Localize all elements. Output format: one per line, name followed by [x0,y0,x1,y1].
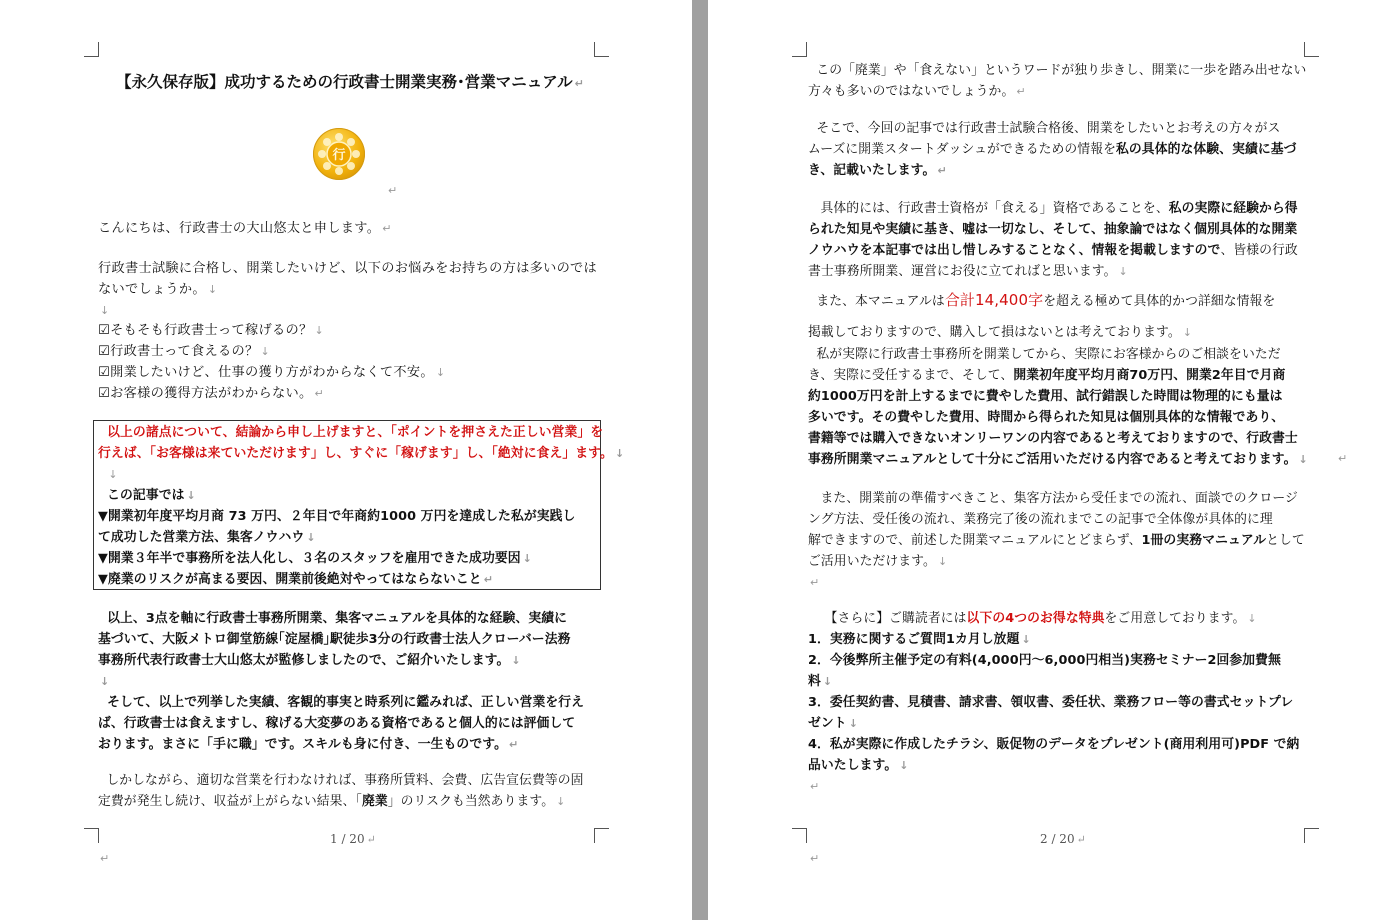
paragraph-1: この「廃業」や「食えない」というワードが独り歩きし、開業に一歩を踏み出せない 方々も多いのではないでしょうか。 ↵ [808,63,1307,99]
crop-mark-bottom-left [792,828,807,843]
paragraph-7: また、開業前の準備すべきこと、集客方法から受任までの流れ、面談でのクロージ ング方法、受任後の流れ、業務完了後の流れまでこの記事で全体像が具体的に理 解できますので、前述した開業マニュアルにとどまらず、1冊の実務マニュアルとして ご活用いただけます。 ↓ ↵ [808,491,1305,589]
conclusion-text: 以上の諸点について、結論から申し上げますと、「ポイントを押さえた正しい営業」を [107,425,604,440]
point-item: ▼開業３年半で事務所を法人化し、３名のスタッフを雇用できた成功要因 ↓ [98,551,532,566]
crop-mark-top-left [84,42,99,57]
bonus-item: 2．今後弊所主催予定の有料(4,000円〜6,000円相当)実務セミナー2回参加費無 [808,653,1281,668]
conclusion-text: 行えば、「お客様は来ていただけます」し、すぐに「稼げます」し、「絶対に食え」ます。 ↓ [98,446,625,461]
page-number: 2 / 20 ↵ [1040,832,1086,846]
document-title: 【永久保存版】成功するための行政書士開業実務･営業マニュアル ↵ [116,73,584,91]
point-item: ▼廃業のリスクが高まる要因、開業前後絶対やってはならないこと ↵ [98,572,494,587]
char-count-highlight: 合計14,400字 [944,291,1044,309]
paragraph-6: 私が実際に行政書士事務所を開業してから、実際にお客様からのご相談をいただ き、実際に受任するまで、そして、開業初年度平均月商70万円、開業2年目で月商 約1000万円を計上するまでに費やした費用、試行錯誤した時間は物理的にも量は 多いです。その費やした費用、時間から得られた知見は個別具体的な情報であり、 書籍等では購入できないオンリーワンの内容であると考えておりますので、行政書士 事務所開業マニュアルとして十分にご活用いただける内容であると考えております。 ↓ [808,347,1308,467]
intro-paragraph: こんにちは、行政書士の大山悠太と申します。 ↵ [98,221,392,236]
checklist [98,320,445,404]
bonus-item: 3．委任契約書、見積書、請求書、領収書、委任状、業務フロー等の書式セットプレ [808,695,1294,710]
crop-mark-bottom-right [1304,828,1319,843]
document-page-1 [0,0,692,920]
checklist-item: ☑そもそも行政書士って稼げるの？ ↓ [98,323,324,338]
paragraph-2: そこで、今回の記事では行政書士試験合格後、開業をしたいとお考えの方々がス ムーズに開業スタートダッシュができるための情報を私の具体的な体験、実績に基づ き、記載いたします。 ↵ [808,121,1297,178]
supervision-paragraph: 以上、3点を軸に行政書士事務所開業、集客マニュアルを具体的な経験、実績に 基づいて、大阪メトロ御堂筋線｢淀屋橋｣駅徒歩3分の行政書士法人クローバー法務 事務所代表行政書士大山悠太が監修しましたので、ご紹介いたします。 ↓ ↓ [98,611,571,688]
page-number: 1 / 20 ↵ [330,832,376,846]
summary-box-content: 以上の諸点について、結論から申し上げますと、「ポイントを押さえた正しい営業」を 行えば、「お客様は来ていただけます」し、すぐに「稼げます」し、「絶対に食え」ます。 ↓ ↓ この記事では ↓ ▼開業初年度平均月商 73 万円、２年目で年商約1000 万円を達成した私が実践し て成功した営業方法、集客ノウハウ ↓ ▼開業３年半で事務所を法人化し、３名のスタッフを雇用できた成功要因 ↓ ▼廃業のリスクが高まる要因、開業前後絶対やってはならないこと ↵ [98,422,624,590]
bonus-item: 4．私が実際に作成したチラシ、販促物のデータをプレゼント(商用利用可)PDF で納 [808,737,1300,752]
checklist-item: ☑開業したいけど、仕事の獲り方がわからなくて不安。 ↓ [98,365,446,380]
checklist-item: ☑行政書士って食えるの？ ↓ [98,344,271,359]
paragraph-3: 具体的には、行政書士資格が「食える」資格であることを、私の実際に経験から得 られた知見や実績に基き、嘘は一切なし、そして、抽象論ではなく個別具体的な開業 ノウハウを本記事では出し惜しみすることなく、情報を掲載しますので、皆様の行政 書士事務所開業、運営にお役に立てればと思います。 ↓ [808,201,1298,279]
risk-paragraph: しかしながら、適切な営業を行わなければ、事務所賃料、会費、広告宣伝費等の固 定費が発生し続け、収益が上がらない結果、「廃業」のリスクも当然あります。 ↓ [98,773,584,809]
question-paragraph: 行政書士試験に合格し、開業したいけど、以下のお悩みをお持ちの方は多いのでは ないでしょうか。 ↓ ↓ [98,261,598,317]
gold-seal-icon [313,128,365,180]
evaluation-paragraph: そして、以上で列挙した実績、客観的事実と時系列に鑑みれば、正しい営業を行え ば、行政書士は食えますし、稼げる大変夢のある資格であると個人的には評価して おります。まさに「手に職」です。スキルも身に付き、一生ものです。 ↵ [98,695,585,752]
bonus-item: ゼント ↓ [808,716,859,731]
crop-mark-top-right [1304,42,1319,57]
paragraph-mark: ↵ [1338,452,1348,465]
paragraph-5: 掲載しておりますので、購入して損はないとは考えております。 ↓ [808,325,1193,340]
bonus-section: 【さらに】ご購読者には以下の4つのお得な特典をご用意しております。 ↓ 1．実務に関するご質問1カ月し放題 ↓ 2．今後弊所主催予定の有料(4,000円〜6,000円相当)実務セミナー2回参加費無 料 ↓ 3．委任契約書、見積書、請求書、領収書、委任状、業務フロー等の書式セットプレ ゼント ↓ 4．私が実際に作成したチラシ、販促物のデータをプレゼント(商用利用可)PDF で納 品いたします。 ↓ ↵ [808,611,1300,793]
paragraph-mark: ↵ [810,852,820,865]
paragraph-4: また、本マニュアルは合計14,400字を超える極めて具体的かつ詳細な情報を [816,291,1276,309]
bonus-item: 1．実務に関するご質問1カ月し放題 ↓ [808,632,1031,647]
point-item: て成功した営業方法、集客ノウハウ ↓ [98,530,316,545]
paragraph-mark: ↵ [100,852,110,865]
checklist-item: ☑お客様の獲得方法がわからない。 ↵ [98,386,324,401]
document-page-2 [708,0,1400,920]
crop-mark-bottom-right [594,828,609,843]
bonus-item: 料 ↓ [808,674,833,689]
crop-mark-bottom-left [84,828,99,843]
crop-mark-top-left [792,42,807,57]
crop-mark-top-right [594,42,609,57]
paragraph-mark: ↵ [388,184,398,197]
bonus-item: 品いたします。 ↓ [808,758,909,773]
svg-text:行: 行 [332,148,346,163]
point-item: ▼開業初年度平均月商 73 万円、２年目で年商約1000 万円を達成した私が実践し [98,509,576,524]
